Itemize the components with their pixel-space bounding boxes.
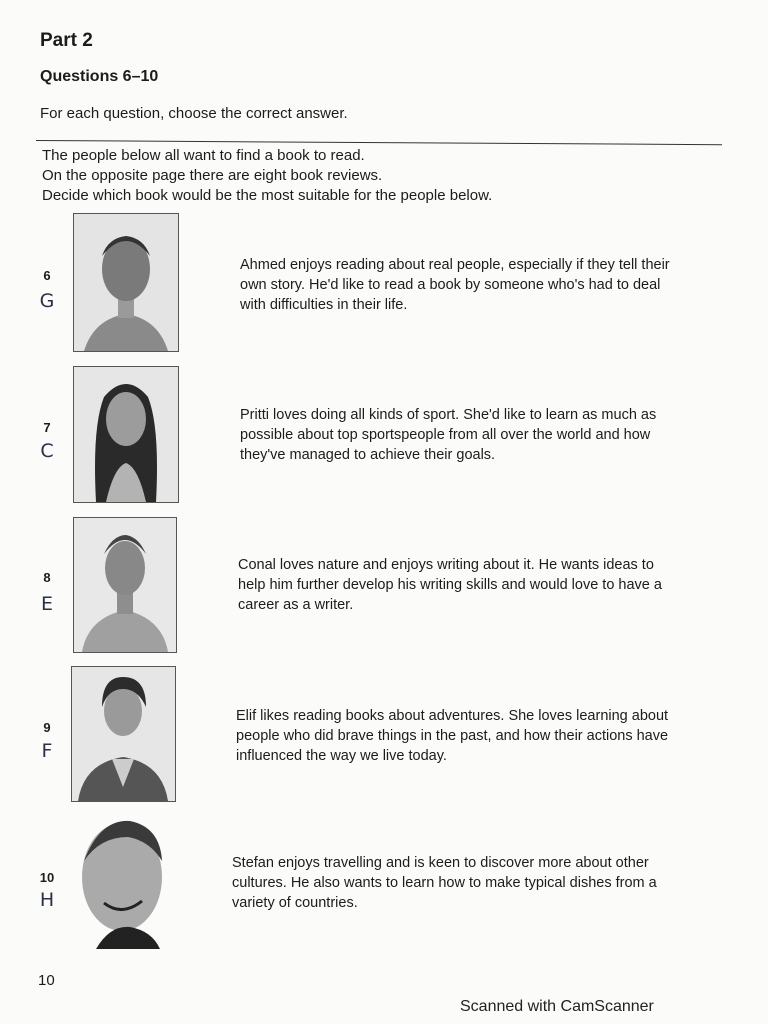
intro-line-1: The people below all want to find a book to read.	[42, 147, 365, 164]
description-line: Pritti loves doing all kinds of sport. She'd like to learn as much as	[240, 407, 657, 423]
description-line: with difficulties in their life.	[240, 297, 408, 313]
person-photo-ahmed	[73, 213, 179, 352]
description-line: possible about top sportspeople from all over the world and how	[240, 427, 651, 443]
intro-line-2: On the opposite page there are eight book reviews.	[42, 167, 383, 184]
person-photo-elif	[71, 666, 176, 802]
part-title: Part 2	[40, 30, 93, 51]
description-line: influenced the way we live today.	[236, 748, 447, 764]
handwritten-answer: C	[40, 440, 54, 462]
intro-line-3: Decide which book would be the most suitable for the people below.	[42, 187, 493, 204]
description-line: variety of countries.	[232, 895, 358, 911]
description-line: Ahmed enjoys reading about real people, especially if they tell their	[240, 257, 670, 273]
description-line: people who did brave things in the past, and how their actions have	[236, 728, 669, 744]
description-line: own story. He'd like to read a book by someone who's had to deal	[240, 277, 661, 293]
description-line: Elif likes reading books about adventures. She loves learning about	[236, 708, 669, 724]
person-photo-conal	[73, 517, 177, 653]
scanner-watermark: Scanned with CamScanner	[460, 998, 654, 1015]
questions-heading: Questions 6–10	[40, 68, 159, 85]
handwritten-answer: E	[40, 593, 53, 615]
divider	[36, 140, 722, 145]
description-line: help him further develop his writing skills and would love to have a	[238, 577, 662, 593]
description-line: cultures. He also wants to learn how to make typical dishes from a	[232, 875, 657, 891]
question-number: 9	[43, 720, 51, 735]
question-number: 8	[43, 570, 51, 585]
handwritten-answer: G	[39, 290, 55, 312]
description-line: they've managed to achieve their goals.	[240, 447, 496, 463]
description-line: Stefan enjoys travelling and is keen to discover more about other	[232, 855, 649, 871]
intro-text	[42, 146, 492, 206]
question-number: 10	[39, 870, 55, 885]
question-description	[236, 706, 668, 766]
question-number: 7	[43, 420, 51, 435]
person-photo-pritti	[73, 366, 179, 503]
person-photo-stefan	[70, 815, 168, 949]
handwritten-answer: F	[41, 740, 53, 762]
question-description	[232, 853, 657, 913]
instruction-text: For each question, choose the correct answer.	[40, 105, 348, 122]
description-line: career as a writer.	[238, 597, 354, 613]
page-number: 10	[38, 972, 55, 989]
description-line: Conal loves nature and enjoys writing about it. He wants ideas to	[238, 557, 654, 573]
question-number: 6	[43, 268, 51, 283]
question-description	[240, 255, 670, 315]
question-description	[238, 555, 662, 615]
question-description	[240, 405, 656, 465]
handwritten-answer: H	[39, 889, 55, 911]
